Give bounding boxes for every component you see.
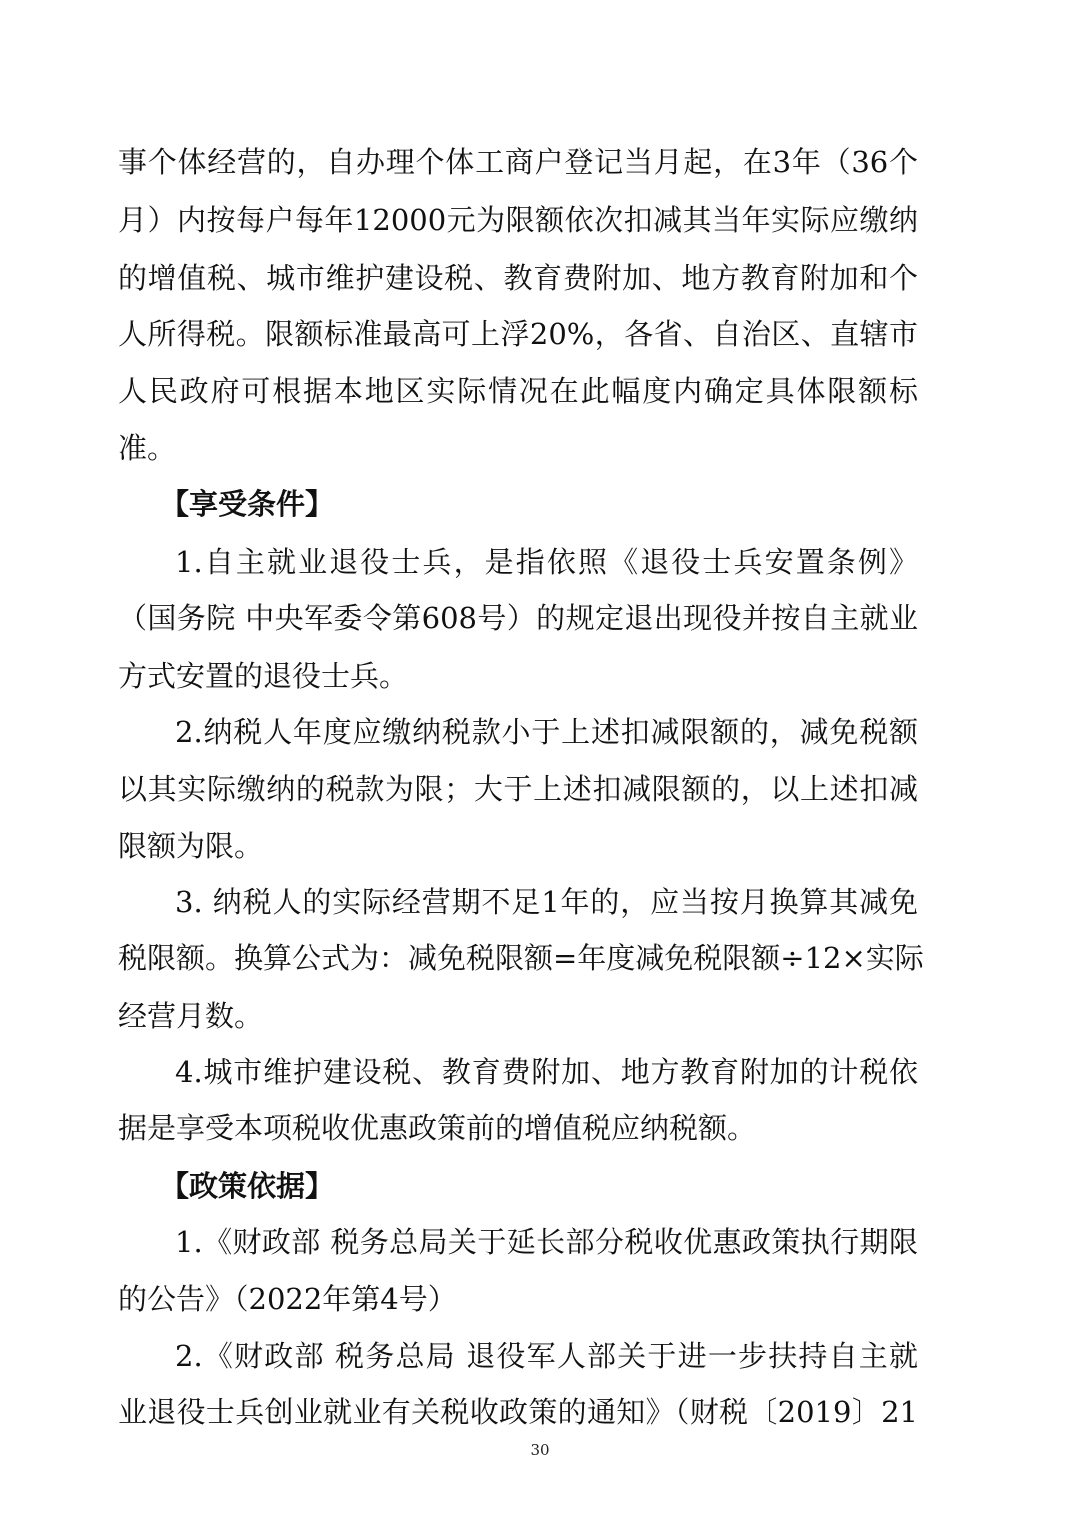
intro-line-1: 事个体经营的，自办理个体工商户登记当月起，在3年（36个 [118,145,918,179]
intro-line-5: 人民政府可根据本地区实际情况在此幅度内确定具体限额标 [118,374,918,408]
basis-heading: 【政策依据】 [160,1169,335,1203]
intro-line-2: 月）内按每户每年12000元为限额依次扣减其当年实际应缴纳 [118,203,918,237]
intro-line-6: 准。 [118,431,177,465]
condition-3-line-1: 3. 纳税人的实际经营期不足1年的，应当按月换算其减免 [175,885,918,919]
condition-4-line-2: 据是享受本项税收优惠政策前的增值税应纳税额。 [118,1111,757,1145]
condition-1-line-3: 方式安置的退役士兵。 [118,659,409,693]
condition-4-line-1: 4.城市维护建设税、教育费附加、地方教育附加的计税依 [175,1055,918,1089]
conditions-heading: 【享受条件】 [160,487,335,521]
basis-1-line-2: 的公告》（2022年第4号） [118,1282,457,1316]
basis-2-line-2: 业退役士兵创业就业有关税收政策的通知》（财税〔2019〕21 [118,1395,918,1429]
basis-1-line-1: 1.《财政部 税务总局关于延长部分税收优惠政策执行期限 [175,1225,918,1259]
condition-1-line-2: （国务院 中央军委令第608号）的规定退出现役并按自主就业 [118,601,918,635]
condition-3-line-2: 税限额。换算公式为：减免税限额=年度减免税限额÷12×实际 [118,941,924,975]
intro-line-3: 的增值税、城市维护建设税、教育费附加、地方教育附加和个 [118,261,918,295]
condition-2-line-2: 以其实际缴纳的税款为限；大于上述扣减限额的，以上述扣减 [118,772,918,806]
basis-2-line-1: 2.《财政部 税务总局 退役军人部关于进一步扶持自主就 [175,1339,918,1373]
condition-3-line-3: 经营月数。 [118,999,264,1033]
page-number: 30 [530,1441,550,1459]
condition-2-line-1: 2.纳税人年度应缴纳税款小于上述扣减限额的，减免税额 [175,715,918,749]
intro-line-4: 人所得税。限额标准最高可上浮20%，各省、自治区、直辖市 [118,317,918,351]
condition-2-line-3: 限额为限。 [118,829,264,863]
condition-1-line-1: 1.自主就业退役士兵，是指依照《退役士兵安置条例》 [175,545,918,579]
